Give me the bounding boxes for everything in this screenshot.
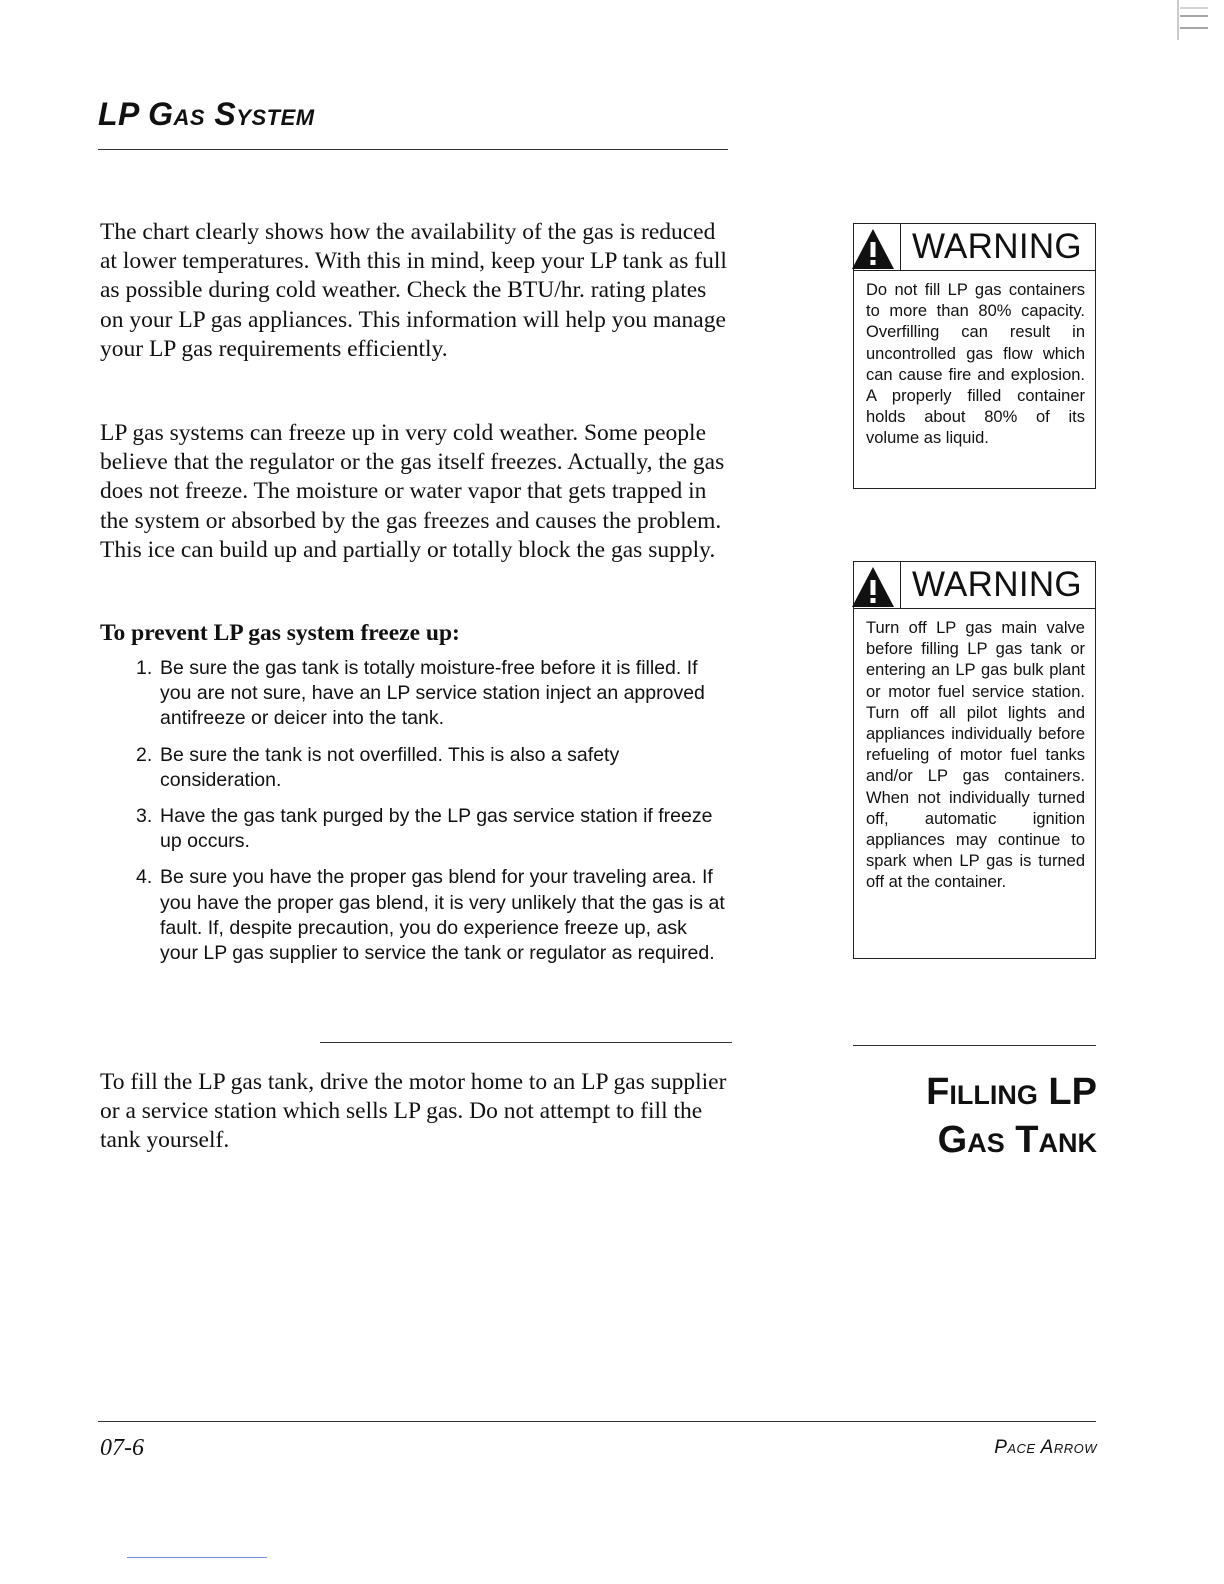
prevention-subheading: To prevent LP gas system freeze up: <box>100 620 460 646</box>
warning-box-overfill <box>853 223 1096 489</box>
list-item <box>136 804 726 854</box>
section-rule <box>320 1042 732 1043</box>
section-heading <box>853 1068 1097 1164</box>
step-number: 3. <box>136 805 153 828</box>
warning-title: WARNING <box>912 565 1082 604</box>
intro-paragraph: The chart clearly shows how the availability of the gas is reduced at lower temperatures. With this in mind, keep your LP tank as full as possible during cold weather. Check the BTU/hr. rating plates on your LP gas appliances. This information will help you manage your LP gas requirements efficiently. <box>100 219 727 362</box>
warning-title: WARNING <box>912 227 1082 266</box>
step-text: Have the gas tank purged by the LP gas service station if freeze up occurs. <box>160 805 713 853</box>
scan-line <box>127 1557 267 1558</box>
step-number: 2. <box>136 743 153 766</box>
title-rule <box>98 149 728 150</box>
step-text: Be sure the tank is not overfilled. This is also a safety consideration. <box>160 743 620 791</box>
section-heading-line: Gas Tank <box>937 1119 1097 1161</box>
page-title: LP Gas System <box>98 96 315 132</box>
warning-box-turn-off <box>853 561 1096 959</box>
step-number: 4. <box>136 866 153 889</box>
brand-name: Pace Arrow <box>994 1437 1097 1458</box>
warning-divider <box>900 562 901 608</box>
section-heading-line: Filling LP <box>926 1071 1097 1113</box>
list-item <box>136 865 726 966</box>
warning-header <box>854 562 1095 609</box>
filling-paragraph: To fill the LP gas tank, drive the motor home to an LP gas supplier or a service station which sells LP gas. Do not attempt to fill the tank yourself. <box>100 1069 727 1154</box>
warning-text: Turn off LP gas main valve before filling LP gas tank or entering an LP gas bulk plant or motor fuel service station. Turn off all pilot lights and appliances individually before refueling of motor fuel tanks and/or LP gas containers. When not individually turned off, automatic ignition appliances may continue to spark when LP gas is turned off at the container. <box>866 619 1085 892</box>
warning-header <box>854 224 1095 271</box>
step-number: 1. <box>136 657 153 679</box>
step-text: Be sure the gas tank is totally moisture-free before it is filled. If you are not sure, have an LP service station inject an approved antifreeze or deicer into the tank. <box>160 657 705 730</box>
section-rule <box>853 1045 1096 1046</box>
step-text: Be sure you have the proper gas blend for your traveling area. If you have the proper gas blend, it is very unlikely that the gas is at fault. If, despite precaution, you do experience freeze up, ask your LP gas supplier to service the tank or regulator as required. <box>160 866 725 965</box>
scan-mark <box>1176 0 1210 40</box>
warning-triangle-icon <box>850 226 896 270</box>
list-item <box>136 743 726 793</box>
page-number: 07-6 <box>100 1435 144 1461</box>
freeze-paragraph: LP gas systems can freeze up in very cold weather. Some people believe that the regulator or the gas itself freezes. Actually, the gas does not freeze. The moisture or water vapor that gets trapped in the system or absorbed by the gas freezes and causes the problem. This ice can build up and partially or totally block the gas supply. <box>100 420 725 563</box>
footer-rule <box>98 1421 1096 1422</box>
warning-text: Do not fill LP gas containers to more than 80% capacity. Overfilling can result in uncontrolled gas flow which can cause fire and explosion. A properly filled container holds about 80% of its volume as liquid. <box>866 281 1085 448</box>
warning-triangle-icon <box>850 564 896 608</box>
prevention-steps-list <box>136 656 726 977</box>
warning-divider <box>900 224 901 270</box>
list-item <box>136 656 726 732</box>
